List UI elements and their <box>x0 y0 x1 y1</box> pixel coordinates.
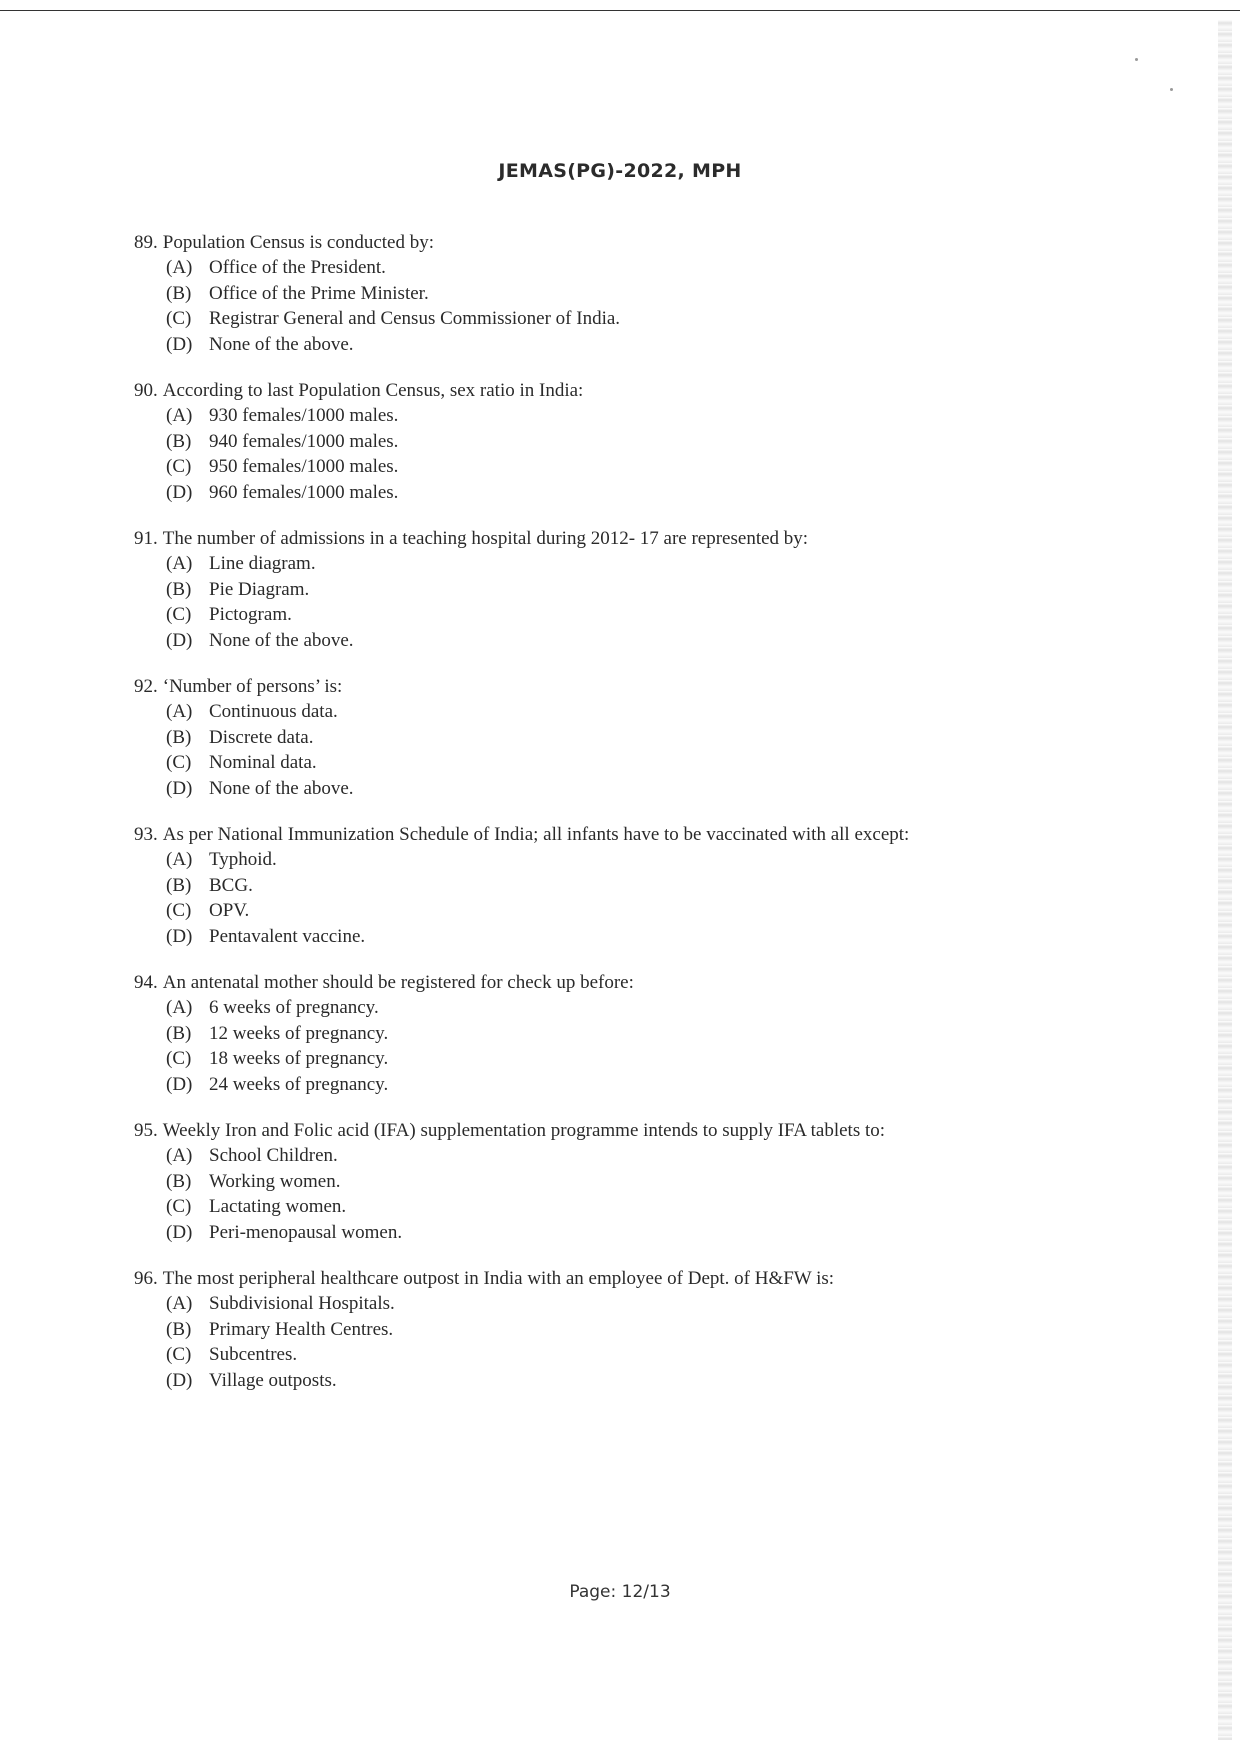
option-text: BCG. <box>209 874 253 896</box>
answer-option <box>166 776 1134 802</box>
answer-option <box>166 1021 1134 1047</box>
question-number: 90. <box>134 380 158 401</box>
option-text: 940 females/1000 males. <box>209 430 399 452</box>
option-text: Line diagram. <box>209 553 316 574</box>
option-text: School Children. <box>209 1145 338 1166</box>
option-text: Pentavalent vaccine. <box>209 925 366 947</box>
top-border-line <box>0 10 1240 11</box>
question-stem <box>134 970 1134 995</box>
option-letter: (D) <box>166 629 193 651</box>
answer-option <box>166 628 1134 654</box>
answer-option <box>166 1317 1134 1343</box>
option-list <box>134 847 1134 949</box>
option-letter: (B) <box>166 1318 192 1340</box>
option-text: Continuous data. <box>209 701 338 722</box>
question-stem <box>134 1118 1134 1143</box>
question-block <box>134 822 1134 949</box>
answer-option <box>166 1072 1134 1098</box>
option-letter: (C) <box>166 604 192 625</box>
question-number: 95. <box>134 1120 158 1141</box>
answer-option <box>166 847 1134 873</box>
question-stem <box>134 230 1134 255</box>
option-text: 960 females/1000 males. <box>209 481 399 503</box>
answer-option <box>166 1169 1134 1195</box>
page-number: Page: 12/13 <box>569 1582 671 1602</box>
option-letter: (A) <box>166 1145 193 1166</box>
answer-option <box>166 1368 1134 1394</box>
question-number: 92. <box>134 676 158 697</box>
answer-option <box>166 898 1134 924</box>
option-text: Subdivisional Hospitals. <box>209 1293 395 1314</box>
answer-option <box>166 281 1134 307</box>
option-letter: (D) <box>166 1221 193 1243</box>
scan-edge-shadow <box>1218 20 1232 1740</box>
answer-option <box>166 995 1134 1021</box>
option-text: None of the above. <box>209 629 354 651</box>
question-text: The most peripheral healthcare outpost in India with an employee of Dept. of H&FW is: <box>162 1268 835 1289</box>
question-text: An antenatal mother should be registered for check up before: <box>162 972 634 993</box>
answer-option <box>166 1342 1134 1368</box>
answer-option <box>166 750 1134 776</box>
option-letter: (C) <box>166 752 192 773</box>
question-stem <box>134 674 1134 699</box>
option-text: Subcentres. <box>209 1344 298 1365</box>
option-letter: (C) <box>166 900 192 921</box>
question-number: 89. <box>134 232 158 253</box>
answer-option <box>166 480 1134 506</box>
option-letter: (B) <box>166 578 192 600</box>
option-letter: (C) <box>166 1196 192 1217</box>
option-letter: (B) <box>166 430 192 452</box>
option-letter: (A) <box>166 405 193 426</box>
option-text: Nominal data. <box>209 752 317 773</box>
option-letter: (C) <box>166 456 192 477</box>
option-list <box>134 1143 1134 1245</box>
option-letter: (B) <box>166 1170 192 1192</box>
question-block <box>134 378 1134 505</box>
option-letter: (D) <box>166 1073 193 1095</box>
option-text: Village outposts. <box>209 1369 337 1391</box>
option-letter: (B) <box>166 282 192 304</box>
question-number: 94. <box>134 972 158 993</box>
answer-option <box>166 1046 1134 1072</box>
option-letter: (A) <box>166 997 193 1018</box>
question-text: According to last Population Census, sex ratio in India: <box>162 380 584 401</box>
option-letter: (B) <box>166 874 192 896</box>
answer-option <box>166 454 1134 480</box>
question-list <box>134 230 1134 1414</box>
question-text: ‘Number of persons’ is: <box>162 676 343 697</box>
option-list <box>134 995 1134 1097</box>
question-block <box>134 970 1134 1097</box>
answer-option <box>166 255 1134 281</box>
option-text: Office of the President. <box>209 257 386 278</box>
option-letter: (B) <box>166 726 192 748</box>
option-list <box>134 551 1134 653</box>
question-block <box>134 674 1134 801</box>
option-letter: (A) <box>166 701 193 722</box>
option-text: Typhoid. <box>209 849 277 870</box>
question-stem <box>134 1266 1134 1291</box>
answer-option <box>166 1291 1134 1317</box>
option-letter: (A) <box>166 1293 193 1314</box>
option-text: 950 females/1000 males. <box>209 456 399 477</box>
option-letter: (C) <box>166 1344 192 1365</box>
question-number: 91. <box>134 528 158 549</box>
option-letter: (D) <box>166 481 193 503</box>
answer-option <box>166 1194 1134 1220</box>
option-letter: (B) <box>166 1022 192 1044</box>
option-letter: (A) <box>166 553 193 574</box>
option-text: None of the above. <box>209 333 354 355</box>
option-letter: (C) <box>166 1048 192 1069</box>
option-text: None of the above. <box>209 777 354 799</box>
option-letter: (D) <box>166 925 193 947</box>
scan-speck <box>1170 88 1173 91</box>
answer-option <box>166 725 1134 751</box>
option-list <box>134 403 1134 505</box>
option-letter: (D) <box>166 333 193 355</box>
option-text: Primary Health Centres. <box>209 1318 394 1340</box>
page-title: JEMAS(PG)-2022, MPH <box>498 160 742 182</box>
option-text: 930 females/1000 males. <box>209 405 399 426</box>
answer-option <box>166 403 1134 429</box>
option-text: Pie Diagram. <box>209 578 310 600</box>
answer-option <box>166 1143 1134 1169</box>
answer-option <box>166 699 1134 725</box>
question-block <box>134 1266 1134 1393</box>
option-letter: (A) <box>166 849 193 870</box>
answer-option <box>166 429 1134 455</box>
option-text: OPV. <box>209 900 250 921</box>
question-number: 93. <box>134 824 158 845</box>
option-text: Working women. <box>209 1170 341 1192</box>
option-text: Registrar General and Census Commissioner of India. <box>209 308 621 329</box>
option-text: 18 weeks of pregnancy. <box>209 1048 389 1069</box>
option-text: 6 weeks of pregnancy. <box>209 997 379 1018</box>
option-list <box>134 255 1134 357</box>
question-block <box>134 1118 1134 1245</box>
option-text: Discrete data. <box>209 726 314 748</box>
option-text: Pictogram. <box>209 604 292 625</box>
question-stem <box>134 378 1134 403</box>
option-letter: (C) <box>166 308 192 329</box>
answer-option <box>166 306 1134 332</box>
question-block <box>134 230 1134 357</box>
option-letter: (D) <box>166 777 193 799</box>
option-list <box>134 1291 1134 1393</box>
question-text: Population Census is conducted by: <box>162 232 435 253</box>
option-text: 12 weeks of pregnancy. <box>209 1022 389 1044</box>
question-stem <box>134 822 1134 847</box>
question-number: 96. <box>134 1268 158 1289</box>
question-text: The number of admissions in a teaching hospital during 2012- 17 are represented by: <box>162 528 809 549</box>
question-text: Weekly Iron and Folic acid (IFA) supplementation programme intends to supply IFA tablets to: <box>162 1120 886 1141</box>
option-text: Peri-menopausal women. <box>209 1221 403 1243</box>
option-text: Office of the Prime Minister. <box>209 282 429 304</box>
answer-option <box>166 551 1134 577</box>
answer-option <box>166 602 1134 628</box>
answer-option <box>166 577 1134 603</box>
option-letter: (A) <box>166 257 193 278</box>
question-stem <box>134 526 1134 551</box>
option-list <box>134 699 1134 801</box>
answer-option <box>166 873 1134 899</box>
question-block <box>134 526 1134 653</box>
answer-option <box>166 924 1134 950</box>
option-letter: (D) <box>166 1369 193 1391</box>
answer-option <box>166 1220 1134 1246</box>
question-text: As per National Immunization Schedule of India; all infants have to be vaccinated with all except: <box>162 824 910 845</box>
answer-option <box>166 332 1134 358</box>
option-text: 24 weeks of pregnancy. <box>209 1073 389 1095</box>
option-text: Lactating women. <box>209 1196 347 1217</box>
scan-speck <box>1135 58 1138 61</box>
